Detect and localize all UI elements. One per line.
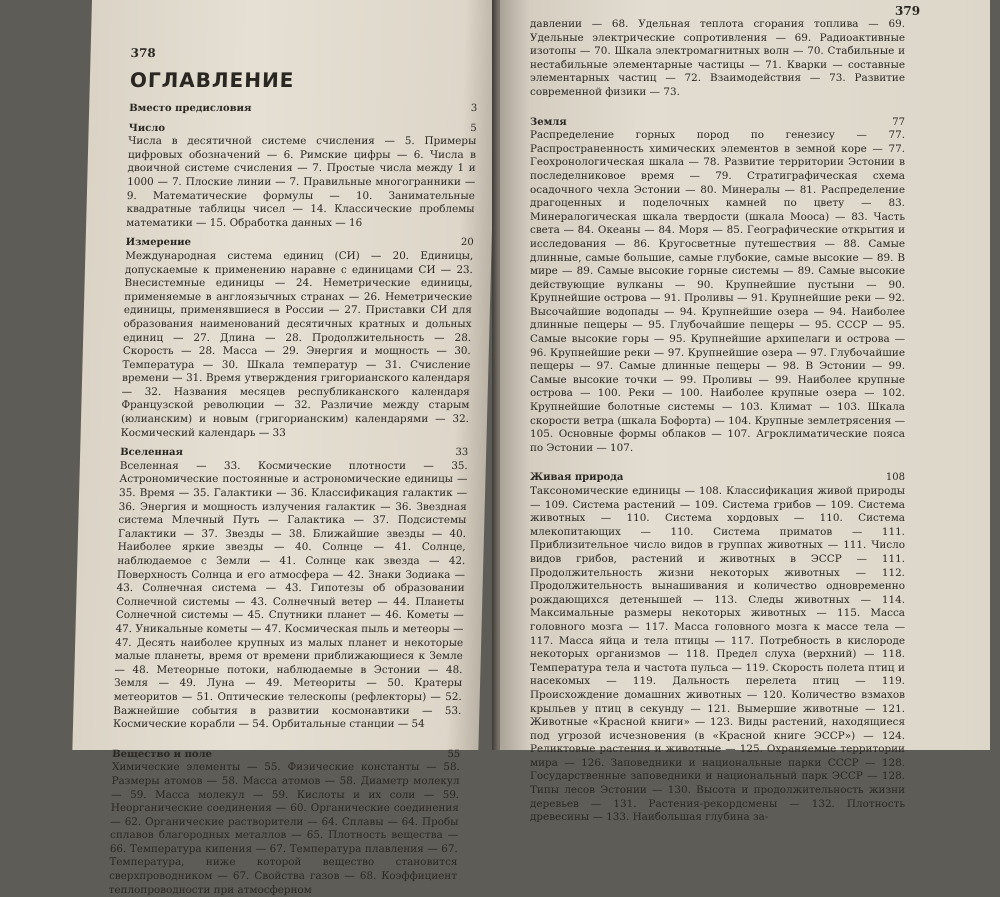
section-heading <box>128 122 476 136</box>
left-contents <box>109 96 478 897</box>
section-name: Вещество и поле <box>112 748 213 760</box>
section-name: Измерение <box>125 237 192 249</box>
section-name: Вселенная <box>120 447 184 459</box>
section-heading <box>530 116 905 130</box>
section-page: 3 <box>470 103 478 114</box>
section-name: Вместо предисловия <box>129 103 252 114</box>
section-entries: Вселенная — 33. Космические плотности — 35. Астрономические постоянные и астрономические единицы — 35. Время — 35. Галактики — 36. Классификация галактик — 36. Энергия и мощность излучения галактик — 36. Звездная система Млечный Путь — Галактика — 37. Подсистемы Галактики — 37. Звезды — 38. Ближайшие звезды — 40. Наиболее яркие звезды — 40. Солнце — 41. Солнце, наблюдаемое с Земли — 41. Солнце как звезда — 42. Поверхность Солнца и его атмосфера — 42. Знаки Зодиака — 43. Солнечная система — 43. Гипотезы об образовании Солнечной системы — 43. Солнечный ветер — 44. Планеты Солнечной системы — 45. Спутники планет — 46. Кометы — 47. Уникальные кометы — 47. Космическая пыль и метеоры — 47. Десять наиболее крупных из малых планет и некоторые малые планеты, время от времени приближающиеся к Земле — 48. Метеорные потоки, наблюдаемые в Эстонии — 48. Земля — 49. Луна — 49. Метеориты — 50. Кратеры метеоритов — 51. Оптические телескопы (рефлекторы) — 52. Важнейшие события в развитии космонавтики — 53. Космические корабли — 54. Орбитальные станции — 54 <box>112 459 468 731</box>
section-heading <box>112 748 460 762</box>
section-page: 108 <box>885 472 905 484</box>
section-page: 20 <box>460 237 474 249</box>
section-page: 5 <box>470 122 477 134</box>
right-page <box>500 0 990 824</box>
section-name: Число <box>128 122 166 134</box>
section-entries: Химические элементы — 55. Физические константы — 58. Размеры атомов — 58. Масса атомов — 58. Диаметр молекул — 59. Масса молекул — 59. Кислоты и их соли — 59. Неорганические соединения — 60. Органические соединения — 62. Органические растворители — 64. Сплавы — 64. Пробы сплавов благородных металлов — 65. Плотность вещества — 66. Температура кипения — 67. Температура плавления — 67. Температура, ниже которой вещество становится сверхпроводником — 67. Свойства газов — 68. Коэффициент теплопроводности при атмосферном <box>108 761 461 896</box>
section-heading <box>530 471 905 485</box>
section-page: 77 <box>892 116 905 128</box>
section-page: 33 <box>455 447 469 459</box>
section-entries: Распределение горных пород по генезису — 77. Распространенность химических элементов в земной коре — 77. Геохронологическая шкала — 78. Развитие территории Эстонии в последелниковое время — 79. Стратиграфическая схема осадочного чехла Эстонии — 80. Минералы — 81. Распределение драгоценных и поделочных камней по цвету — 83. Минералогическая шкала твердости (шкала Мооса) — 83. Часть света — 84. Океаны — 84. Моря — 85. Географические открытия и исследования — 86. Кругосветные путешествия — 88. Самые длинные, самые большие, самые глубокие, самые высокие — 89. В мире — 89. Самые высокие горные системы — 89. Самые высокие действующие вулканы — 90. Крупнейшие пустыни — 90. Крупнейшие острова — 91. Проливы — 91. Крупнейшие реки — 92. Высочайшие водопады — 94. Крупнейшие озера — 94. Наиболее длинные пещеры — 95. Глубочайшие пещеры — 95. СССР — 95. Самые высокие горы — 95. Крупнейшие архипелаги и острова — 96. Крупнейшие реки — 97. Крупнейшие озера — 97. Глубочайшие пещеры — 97. Самые длинные пещеры — 98. В Эстонии — 99. Самые высокие точки — 99. Проливы — 99. Наиболее крупные острова — 100. Реки — 100. Наиболее крупные озера — 102. Крупнейшие болотные системы — 103. Климат — 103. Шкала скорости ветра (шкала Бофорта) — 104. Крупные землетрясения — 105. Основные формы облаков — 107. Агроклиматические пояса по Эстонии — 107. <box>530 129 905 454</box>
section-entries: Международная система единиц (СИ) — 20. Единицы, допускаемые к применению наравне с единицами СИ — 23. Внесистемные единицы — 24. Неметрические единицы, применяемые в англоязычных странах — 26. Неметрические единицы, применявшиеся в России — 27. Приставки СИ для образования наименований десятичных кратных и дольных единиц — 27. Длина — 28. Продолжительность — 28. Скорость — 28. Масса — 29. Энергия и мощность — 30. Температура — 30. Шкала температур — 31. Счисление времени — 31. Время утверждения григорианского календаря — 32. Названия месяцев республиканского календаря Французской революции — 32. Различие между старым (юлианским) и новым (григорианским) календарями — 32. Космический календарь — 33 <box>120 249 474 439</box>
continued-entries: давлении — 68. Удельная теплота сгорания топлива — 69. Удельные электрические сопротивления — 69. Радиоактивные изотопы — 70. Шкала электромагнитных волн — 70. Стабильные и нестабильные элементарные частицы — 71. Кварки — составные элементарных частиц — 72. Взаимодействия — 73. Развитие современной физики — 73. <box>530 18 905 98</box>
section-heading <box>129 102 477 116</box>
section-page: 55 <box>447 748 461 760</box>
left-page <box>72 0 498 896</box>
left-page-number: 378 <box>130 46 156 60</box>
section-name: Земля <box>530 116 567 128</box>
contents-title: ОГЛАВЛЕНИЕ <box>129 68 295 92</box>
right-page-number: 379 <box>895 4 921 18</box>
right-contents <box>530 18 905 825</box>
section-heading <box>120 446 468 460</box>
section-name: Живая природа <box>530 472 624 484</box>
section-entries: Числа в десятичной системе счисления — 5. Примеры цифровых обозначений — 6. Римские цифры — 6. Числа в двоичной системе счисления — 7. Простые числа между 1 и 1000 — 7. Плоские линии — 7. Правильные многогранники — 9. Математические формулы — 10. Занимательные квадратные таблицы чисел — 14. Классические проблемы математики — 15. Обработка данных — 16 <box>126 135 477 229</box>
section-entries: Таксономические единицы — 108. Классификация живой природы — 109. Система растений — 109. Система грибов — 109. Система животных — 110. Система хордовых — 110. Система млекопитающих — 110. Система приматов — 111. Приблизительное число видов в группах животных — 111. Число видов грибов, растений и животных в ЭССР — 111. Продолжительность жизни некоторых животных — 112. Продолжительность вынашивания и количество одновременно рождающихся детенышей — 113. Следы животных — 114. Максимальные размеры некоторых животных — 115. Масса головного мозга — 117. Масса головного мозга к массе тела — 117. Масса яйца и тела птицы — 117. Потребность в кислороде некоторых организмов — 118. Предел слуха (верхний) — 118. Температура тела и частота пульса — 119. Скорость полета птиц и насекомых — 119. Дальность перелета птиц — 119. Происхождение домашних животных — 120. Количество взмахов крыльев у птиц в секунду — 121. Вымершие животные — 121. Животные «Красной книги» — 123. Виды растений, находящиеся под угрозой исчезновения (в «Красной книге ЭССР») — 124. Реликтовые растения и животные — 125. Охраняемые территории мира — 126. Заповедники и национальные парки СССР — 128. Государственные заповедники и национальный парк ЭССР — 128. Типы лесов Эстонии — 130. Высота и продолжительность жизни деревьев — 131. Растения-рекордсмены — 132. Плотность древесины — 133. Наибольшая глубина за- <box>530 485 905 824</box>
section-heading <box>125 236 473 250</box>
